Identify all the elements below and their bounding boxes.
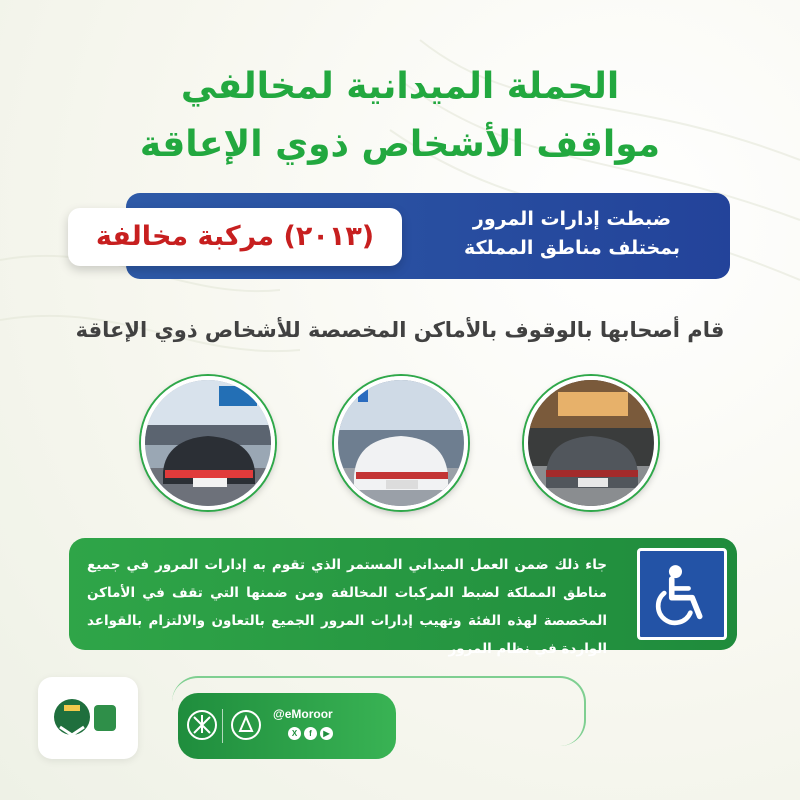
violation-subtitle: قام أصحابها بالوقوف بالأماكن المخصصة للأشخاص ذوي الإعاقة (75, 318, 725, 342)
social-icons (288, 727, 333, 740)
saudi-emblem-icon (184, 707, 220, 743)
footer-bar (178, 693, 396, 759)
statistic-description (442, 205, 702, 263)
title-line-1: الحملة الميدانية لمخالفي (180, 66, 620, 107)
car-photo-icon (338, 380, 464, 506)
wheelchair-sign (637, 548, 727, 640)
x-icon[interactable]: X (288, 727, 301, 740)
car-photo-icon (528, 380, 654, 506)
car-photo-right (524, 376, 658, 510)
ministry-emblem-icon (228, 707, 264, 743)
footer-separator (222, 709, 223, 743)
car-photo-left (141, 376, 275, 510)
traffic-logo-icon (38, 677, 138, 759)
statistic-line-1: ضبطت إدارات المرور (472, 208, 672, 230)
title-line-2: مواقف الأشخاص ذوي الإعاقة (139, 124, 661, 165)
page-title (0, 58, 800, 174)
info-text: جاء ذلك ضمن العمل الميداني المستمر الذي تقوم به إدارات المرور في جميع مناطق المملكة لضبط المركبات المخالفة ومن ضمنها التي تقف في الأماكن المخصصة لهذه الفئة وتهيب إدارات المرور الجميع بالتعاون والالتزام بالقواعد الواردة في نظام المرور (87, 557, 607, 657)
logo-card (38, 677, 138, 759)
social-handle[interactable]: @eMoroor (273, 707, 333, 721)
car-photo-icon (145, 380, 271, 506)
violation-count: (٢٠١٣) مركبة مخالفة (68, 208, 402, 266)
info-box (69, 538, 737, 657)
car-photo-middle (334, 376, 468, 510)
statistic-line-2: بمختلف مناطق المملكة (463, 237, 681, 259)
facebook-icon[interactable]: f (304, 727, 317, 740)
wheelchair-icon (640, 551, 724, 637)
youtube-icon[interactable]: ▶ (320, 727, 333, 740)
